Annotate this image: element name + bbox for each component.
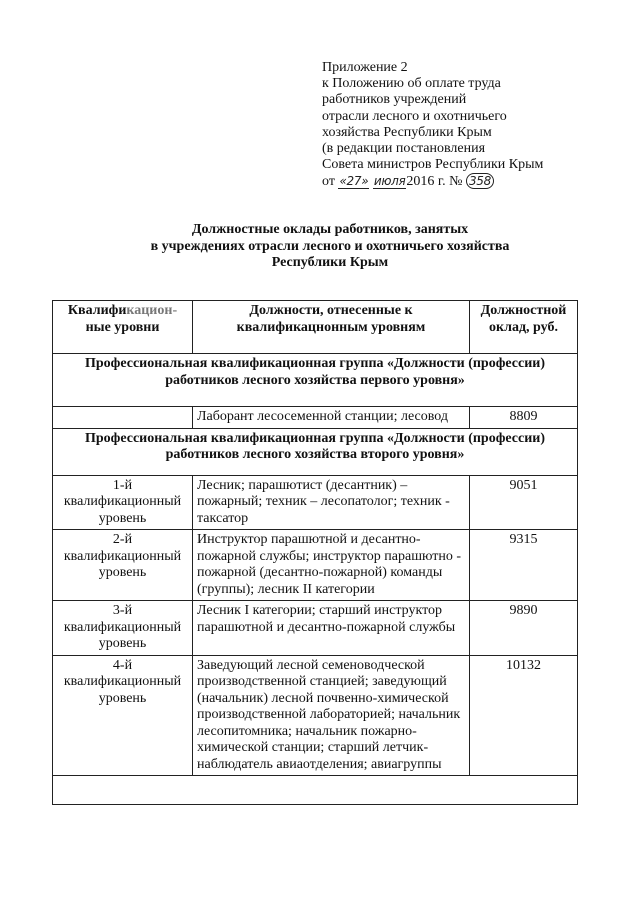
annex-line: к Положению об оплате труда	[322, 76, 501, 92]
positions-cell: Лесник; парашютист (десантник) – пожарный; техник – лесопатолог; техник - таксатор	[193, 475, 470, 530]
positions-cell: Заведующий лесной семеноводческой производственной станцией; заведующий (начальник) лесной почвенно-химической производственной лабораторией; начальник лесопитомника; начальник пожарно-химической станции; старший летчик-наблюдатель авиаотделения; авиагруппы	[193, 655, 470, 776]
table-row	[53, 475, 578, 530]
date-prefix: от	[322, 174, 335, 190]
group-header-row	[53, 354, 578, 407]
annex-line: работников учреждений	[322, 92, 467, 108]
group-header-row	[53, 428, 578, 475]
handwritten-number: 358	[466, 173, 494, 189]
title-line: Республики Крым	[271, 255, 389, 270]
table-row	[53, 601, 578, 656]
document-title	[90, 222, 570, 272]
group-title-second-level: Профессиональная квалификационная группа «Должности (профессии) работников лесного хозяйства второго уровня»	[53, 428, 578, 475]
annex-line: (в редакции постановления	[322, 141, 486, 157]
header-positions: Должности, отнесенные к квалификацнонным уровням	[193, 301, 470, 354]
salary-cell: 10132	[470, 655, 578, 776]
level-cell: 3-й квалификационный уровень	[53, 601, 193, 656]
header-qualification-levels: Квалификацион- ные уровни	[53, 301, 193, 354]
empty-row	[53, 776, 578, 805]
positions-cell: Лесник I категории; старший инструктор парашютной и десантно-пожарной службы	[193, 601, 470, 656]
annex-line: Совета министров Республики Крым	[322, 157, 544, 173]
group-title-first-level: Профессиональная квалификационная группа «Должности (профессии) работников лесного хозяйства первого уровня»	[53, 354, 578, 407]
positions-cell: Инструктор парашютной и десантно-пожарной службы; инструктор парашютно - пожарной (десантно-пожарной) команды (группы); лесник II категории	[193, 530, 470, 601]
level-cell: 2-й квалификационный уровень	[53, 530, 193, 601]
handwritten-month: июля	[373, 174, 406, 189]
table-header-row	[53, 301, 578, 354]
table-row	[53, 530, 578, 601]
title-line: в учреждениях отрасли лесного и охотничьего хозяйства	[150, 238, 510, 254]
salary-cell: 8809	[470, 407, 578, 429]
salary-table	[52, 300, 578, 805]
empty-cell	[53, 776, 578, 805]
annex-block	[322, 60, 622, 191]
table-row	[53, 655, 578, 776]
header-salary: Должностной оклад, руб.	[470, 301, 578, 354]
table-row	[53, 407, 578, 429]
salary-cell: 9890	[470, 601, 578, 656]
level-cell: 4-й квалификационный уровень	[53, 655, 193, 776]
salary-cell: 9051	[470, 475, 578, 530]
level-cell	[53, 407, 193, 429]
level-cell: 1-й квалификационный уровень	[53, 475, 193, 530]
annex-line: Приложение 2	[322, 60, 408, 75]
annex-date-line	[322, 173, 622, 190]
positions-cell: Лаборант лесосеменной станции; лесовод	[193, 407, 470, 429]
title-line: Должностные оклады работников, занятых	[191, 222, 469, 237]
annex-line: отрасли лесного и охотничьего	[322, 108, 507, 124]
handwritten-day: «27»	[339, 174, 369, 189]
annex-line: хозяйства Республики Крым	[322, 124, 492, 140]
date-year: 2016 г. №	[406, 174, 463, 190]
salary-cell: 9315	[470, 530, 578, 601]
